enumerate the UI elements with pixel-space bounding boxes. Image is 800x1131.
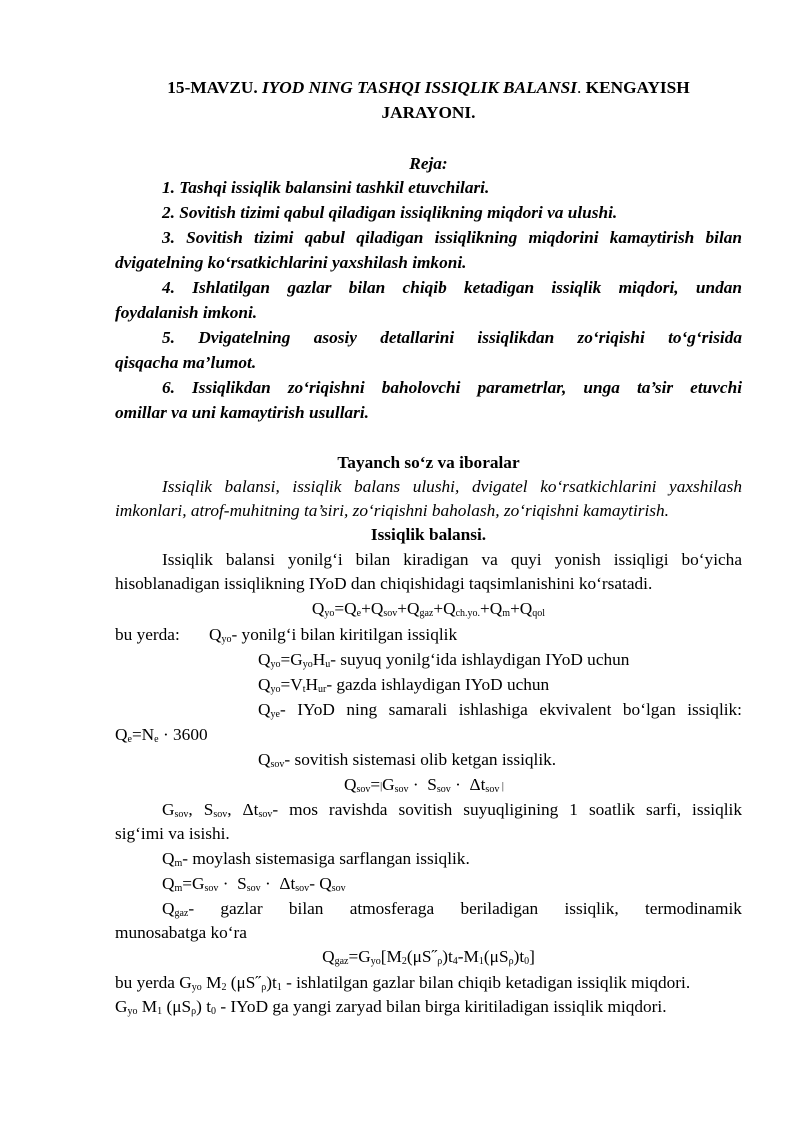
title-prefix: 15-MAVZU. bbox=[167, 78, 258, 97]
qyo-gas-formula: $Q_{yo}=V_tH_{ur}-$ gazda ishlaydigan IYoD uchun bbox=[258, 675, 550, 695]
plan-item-3: 3. Sovitish tizimi qabul qiladigan issiqlikning miqdorini kamaytirish bilan bbox=[162, 228, 742, 247]
qgaz-word-2: bilan bbox=[288, 899, 324, 918]
last-line-2: $G_{yo}$ $M_1$ $(\mu S_\rho)$ $t_0$ - IYoD ga yangi zaryad bilan birga kiritiladigan issiqlik miqdori. bbox=[115, 997, 667, 1017]
plan-item-6-cont: omillar va uni kamaytirish usullari. bbox=[115, 403, 370, 422]
gsov-desc: - mos ravishda sovitish suyuqligining 1 soatlik sarfi, issiqlik bbox=[272, 800, 742, 819]
qgaz-formula: $Q_{gaz}=G_{yo}[M_2(\mu S˝_\rho)t_4-M_1(\mu S_\rho)t_0]$ bbox=[322, 947, 535, 967]
plan-item-5-cont: qisqacha ma’lumot. bbox=[115, 353, 257, 372]
qgaz-word-4: beriladigan bbox=[460, 899, 539, 918]
plan-item-1: 1. Tashqi issiqlik balansini tashkil etuvchilari. bbox=[162, 178, 490, 197]
plan-item-4: 4. Ishlatilgan gazlar bilan chiqib ketadigan issiqlik miqdori, undan bbox=[162, 278, 742, 297]
last-line-1-tail: - ishlatilgan gazlar bilan chiqib ketadigan issiqlik miqdori. bbox=[286, 973, 691, 992]
keywords-line2: imkonlari, atrof-muhitning ta’siri, zo‘riqishni baholash, zo‘riqishni kamaytirish. bbox=[115, 501, 669, 520]
last-line-1: bu yerda $G_{yo}$ $M_2$ $(\mu S˝_\rho)t_1$ - ishlatilgan gazlar bilan chiqib ketadigan issiqlik miqdori. bbox=[115, 973, 691, 993]
qsov-definition: $Q_{sov}-$ sovitish sistemasi olib ketgan issiqlik. bbox=[258, 750, 557, 770]
plan-item-4-cont: foydalanish imkoni. bbox=[115, 303, 258, 322]
plan-item-6: 6. Issiqlikdan zo‘riqishni baholovchi parametrlar, unga ta’sir etuvchi bbox=[162, 378, 742, 397]
qgaz-desc-cont: munosabatga ko‘ra bbox=[115, 923, 247, 942]
plan-item-3-cont: dvigatelning ko‘rsatkichlarini yaxshilash imkoni. bbox=[115, 253, 467, 272]
plan-heading: Reja: bbox=[409, 154, 448, 173]
gas-desc: - gazda ishlaydigan IYoD uchun bbox=[326, 675, 550, 694]
paragraph-line1: Issiqlik balansi yonilg‘i bilan kiradigan va quyi yonish issiqligi bo‘yicha bbox=[162, 550, 742, 569]
qgaz-word-1: gazlar bbox=[220, 899, 263, 918]
qsov-formula: $Q_{sov}=|G_{sov} \cdot S_{sov} \cdot \Delta t_{sov}$ | bbox=[344, 775, 504, 795]
qm-desc: - moylash sistemasiga sarflangan issiqlik. bbox=[182, 849, 470, 868]
balance-formula: $Q_{yo}=Q_e+Q_{sov}+Q_{gaz}+Q_{ch.yo.}+Q_m+Q_{qol}$ bbox=[311, 599, 546, 619]
qyo-definition: $Q_{yo}-$ yonilg‘i bilan kiritilgan issiqlik bbox=[209, 625, 458, 645]
plan-item-2: 2. Sovitish tizimi qabul qiladigan issiqlikning miqdori va ulushi. bbox=[162, 203, 618, 222]
qm-formula: $Q_m=G_{sov} \cdot S_{sov} \cdot \Delta t_{sov}-$ $Q_{sov}$ bbox=[162, 874, 346, 894]
paragraph-line2: hisoblanadigan issiqlikning IYoD dan chiqishidagi taqsimlanishini ko‘rsatadi. bbox=[115, 574, 653, 593]
keywords-line1: Issiqlik balansi, issiqlik balans ulushi, dvigatel ko‘rsatkichlarini yaxshilash bbox=[162, 477, 742, 496]
qyo-desc: - yonilg‘i bilan kiritilgan issiqlik bbox=[231, 625, 458, 644]
qye-desc: - IYoD ning samarali ishlashiga ekvivalent bo‘lgan issiqlik: bbox=[279, 700, 742, 719]
qye-definition: $Q_{ye}-$ IYoD ning samarali ishlashiga ekvivalent bo‘lgan issiqlik: bbox=[258, 700, 742, 720]
section-heading: Issiqlik balansi. bbox=[370, 525, 487, 544]
gsov-desc-cont: sig‘imi va isishi. bbox=[115, 824, 230, 843]
title-italic: IYOD NING TASHQI ISSIQLIK BALANSI bbox=[262, 78, 578, 97]
gsov-definition: $G_{sov}$, $S_{sov}$, $\Delta t_{sov}-$ mos ravishda sovitish suyuqligining 1 soatlik sarfi, issiqlik bbox=[162, 800, 742, 820]
bu-yerda-label: bu yerda: bbox=[115, 625, 180, 644]
qgaz-definition bbox=[162, 898, 742, 920]
qe-tail: 3600 bbox=[173, 725, 208, 744]
title-dot: . bbox=[577, 78, 582, 97]
qe-formula: $Q_e=N_e \cdot 3600$ bbox=[115, 725, 208, 745]
topic-title-line2: JARAYONI. bbox=[381, 103, 476, 122]
qgaz-word-5: issiqlik, bbox=[564, 899, 619, 918]
qsov-desc: - sovitish sistemasi olib ketgan issiqlik. bbox=[284, 750, 557, 769]
topic-title-line1 bbox=[115, 77, 742, 99]
liquid-desc: - suyuq yonilg‘ida ishlaydigan IYoD uchun bbox=[330, 650, 630, 669]
last-line-2-tail: - IYoD ga yangi zaryad bilan birga kiritiladigan issiqlik miqdori. bbox=[220, 997, 667, 1016]
qgaz-symbol: $Q_{gaz}-$ bbox=[162, 899, 195, 919]
title-suffix: KENGAYISH bbox=[585, 78, 690, 97]
keywords-heading: Tayanch so‘z va iboralar bbox=[337, 453, 520, 472]
qm-definition: $Q_m-$ moylash sistemasiga sarflangan issiqlik. bbox=[162, 849, 470, 869]
qyo-liquid-formula: $Q_{yo}=G_{yo}H_u-$ suyuq yonilg‘ida ishlaydigan IYoD uchun bbox=[258, 650, 630, 670]
qgaz-word-6: termodinamik bbox=[644, 899, 742, 918]
plan-item-5: 5. Dvigatelning asosiy detallarini issiqlikdan zo‘riqishi to‘g‘risida bbox=[162, 328, 742, 347]
qgaz-word-3: atmosferaga bbox=[349, 899, 435, 918]
